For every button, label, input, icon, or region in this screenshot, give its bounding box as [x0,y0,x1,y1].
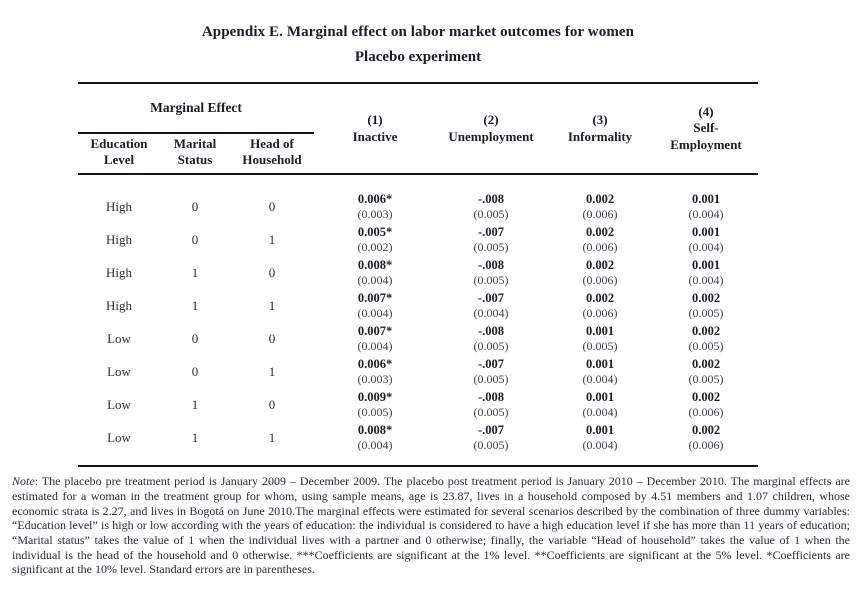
group-header-marginal-effect: Marginal Effect [78,83,314,133]
cell-inactive [314,223,436,256]
column-label: Unemployment [448,128,534,144]
standard-error: (0.005) [473,240,509,255]
cell-inactive [314,355,436,388]
standard-error: (0.004) [688,240,724,255]
standard-error: (0.005) [688,306,724,321]
coefficient: 0.008* [357,258,393,273]
table-row [78,421,758,454]
cell-marital: 1 [191,396,199,412]
standard-error: (0.003) [357,207,393,222]
cell-education: Low [107,429,131,445]
cell-head: 0 [268,396,276,412]
coefficient: 0.001 [691,258,721,273]
cell-inactive [314,421,436,454]
column-header-informality [546,83,654,174]
coefficient: 0.002 [691,324,721,339]
standard-error: (0.004) [357,438,393,453]
cell-marital: 0 [191,198,199,214]
coefficient: 0.001 [691,225,721,240]
coefficient: 0.002 [585,258,615,273]
coefficient: -.007 [477,423,505,438]
standard-error: (0.004) [582,372,618,387]
standard-error: (0.006) [582,207,618,222]
column-label: Informality [567,128,633,144]
cell-head: 1 [268,429,276,445]
cell-informality [546,256,654,289]
column-number: (3) [592,112,608,128]
page-title: Appendix E. Marginal effect on labor market outcomes for women [201,24,635,40]
cell-marital: 0 [191,330,199,346]
standard-error: (0.005) [688,339,724,354]
standard-error: (0.005) [688,372,724,387]
cell-inactive [314,190,436,223]
cell-education: Low [107,396,131,412]
coefficient: 0.002 [691,390,721,405]
cell-head: 1 [268,363,276,379]
cell-head: 0 [268,330,276,346]
standard-error: (0.006) [582,306,618,321]
cell-head: 1 [268,297,276,313]
table-row [78,223,758,256]
standard-error: (0.005) [473,207,509,222]
standard-error: (0.005) [473,405,509,420]
column-header-unemployment [436,83,546,174]
cell-marital: 1 [191,297,199,313]
standard-error: (0.004) [582,405,618,420]
coefficient: -.008 [477,390,505,405]
coefficient: 0.006* [357,192,393,207]
table-row [78,190,758,223]
cell-self-employment [654,256,758,289]
standard-error: (0.006) [688,438,724,453]
coefficient: 0.001 [585,423,615,438]
coefficient: -.007 [477,291,505,306]
cell-unemployment [436,355,546,388]
cell-education: High [106,198,132,214]
coefficient: 0.006* [357,357,393,372]
standard-error: (0.004) [357,273,393,288]
note-label: Note [12,474,35,489]
standard-error: (0.005) [473,339,509,354]
column-number: (1) [367,112,383,128]
standard-error: (0.004) [688,207,724,222]
cell-marital: 0 [191,231,199,247]
coefficient: 0.001 [585,390,615,405]
standard-error: (0.004) [688,273,724,288]
cell-marital: 1 [191,429,199,445]
standard-error: (0.006) [582,240,618,255]
cell-informality [546,355,654,388]
table-row [78,388,758,421]
standard-error: (0.005) [473,273,509,288]
cell-self-employment [654,388,758,421]
coefficient: -.008 [477,192,505,207]
coefficient: 0.007* [357,324,393,339]
cell-self-employment [654,289,758,322]
cell-education: Low [107,363,131,379]
cell-head: 0 [268,198,276,214]
standard-error: (0.002) [357,240,393,255]
cell-self-employment [654,355,758,388]
cell-marital: 0 [191,363,199,379]
cell-unemployment [436,223,546,256]
coefficient: 0.002 [585,225,615,240]
column-header-head-of-household: Head of Household [242,136,302,167]
cell-unemployment [436,421,546,454]
coefficient: 0.002 [691,423,721,438]
standard-error: (0.005) [582,339,618,354]
standard-error: (0.006) [582,273,618,288]
column-header-inactive [314,83,436,174]
results-table [78,82,758,467]
cell-inactive [314,289,436,322]
coefficient: 0.002 [691,357,721,372]
cell-head: 1 [268,231,276,247]
standard-error: (0.004) [473,306,509,321]
cell-inactive [314,322,436,355]
cell-self-employment [654,421,758,454]
cell-informality [546,421,654,454]
cell-unemployment [436,322,546,355]
table-row [78,256,758,289]
cell-informality [546,223,654,256]
column-label: Self-Employment [670,120,742,152]
standard-error: (0.003) [357,372,393,387]
cell-head: 0 [268,264,276,280]
coefficient: -.007 [477,225,505,240]
column-header-education-level: Education Level [90,136,148,167]
standard-error: (0.004) [582,438,618,453]
coefficient: 0.009* [357,390,393,405]
column-header-marital-status: Marital Status [173,136,217,167]
coefficient: -.007 [477,357,505,372]
table-row [78,289,758,322]
note-text: : The placebo pre treatment period is January 2009 – December 2009. The placebo post treatment period is January 2010 – December 2010. The marginal effects are estimated for a woman in the treatment group for whom, using sample means, age is 23.87, lives in a household composed by 4.51 members and 1.07 children, whose economic strata is 2.27, and lives in Bogotá on June 2010.The marginal effects were estimated for several scenarios described by the combination of three dummy variables: “Education level” is high or low according with the years of education: the individual is considered to have a high education level if she has more than 11 years of education; “Marital status” takes the value of 1 when the individual lives with a partner and 0 otherwise; finally, the variable “Head of household” takes the value of 1 when the individual is the head of the household and 0 otherwise. ***Coefficients are significant at the 1% level. **Coefficients are significant at the 5% level. *Coefficients are significant at the 10% level. Standard errors are in parentheses. [12,474,850,577]
coefficient: 0.002 [585,192,615,207]
coefficient: 0.001 [585,324,615,339]
coefficient: 0.002 [585,291,615,306]
cell-education: High [106,264,132,280]
coefficient: 0.008* [357,423,393,438]
cell-unemployment [436,256,546,289]
cell-informality [546,322,654,355]
cell-informality [546,289,654,322]
standard-error: (0.006) [688,405,724,420]
table-row [78,355,758,388]
cell-unemployment [436,388,546,421]
cell-informality [546,190,654,223]
standard-error: (0.005) [357,405,393,420]
table-body [78,174,758,466]
coefficient: 0.001 [691,192,721,207]
standard-error: (0.004) [357,339,393,354]
coefficient: 0.005* [357,225,393,240]
coefficient: -.008 [477,324,505,339]
table-note [12,474,850,577]
cell-unemployment [436,190,546,223]
coefficient: 0.002 [691,291,721,306]
standard-error: (0.004) [357,306,393,321]
cell-self-employment [654,322,758,355]
spacer-row [78,174,758,190]
column-label: Inactive [352,128,398,144]
column-number: (4) [698,104,714,120]
cell-informality [546,388,654,421]
column-header-self-employment [654,83,758,174]
table-row [78,322,758,355]
spacer-row [78,454,758,466]
cell-inactive [314,388,436,421]
cell-self-employment [654,190,758,223]
page-subtitle: Placebo experiment [354,49,482,65]
cell-education: High [106,231,132,247]
coefficient: 0.001 [585,357,615,372]
coefficient: -.008 [477,258,505,273]
column-number: (2) [483,112,499,128]
cell-unemployment [436,289,546,322]
paper-content [78,0,758,467]
cell-self-employment [654,223,758,256]
standard-error: (0.005) [473,438,509,453]
standard-error: (0.005) [473,372,509,387]
cell-inactive [314,256,436,289]
table-header [78,83,758,174]
cell-education: Low [107,330,131,346]
cell-education: High [106,297,132,313]
cell-marital: 1 [191,264,199,280]
coefficient: 0.007* [357,291,393,306]
